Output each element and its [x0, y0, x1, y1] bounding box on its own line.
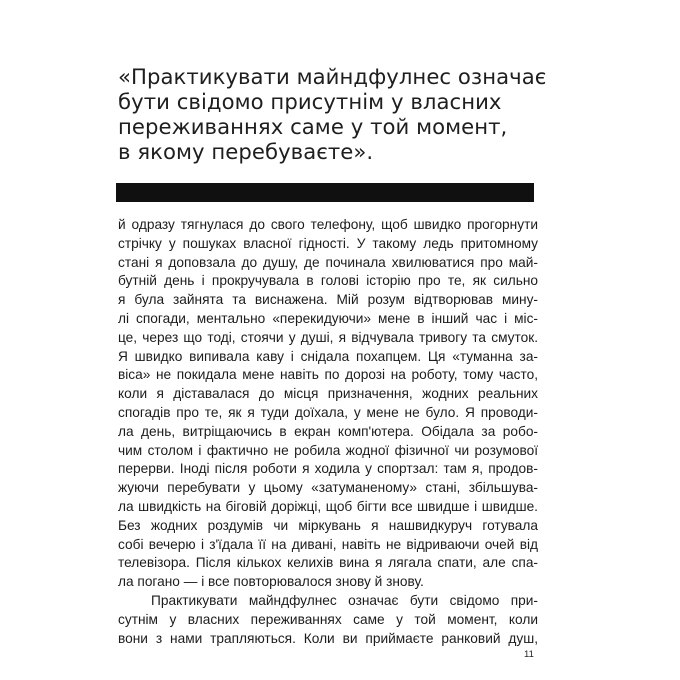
body-line: перерви. Іноді після роботи я ходила у спортзал: там я, продов-: [118, 461, 538, 477]
body-line: Практикувати майндфулнес означає бути свідомо при-: [151, 592, 538, 608]
body-line: Я швидко випивала каву і снідала похапцем. Ця «туманна за-: [118, 348, 538, 364]
body-line: я була зайнята та виснажена. Мій розум відтворював мину-: [118, 292, 538, 308]
decorative-black-bar: [116, 183, 534, 202]
pull-quote-line: переживаннях саме у той момент,: [118, 114, 508, 139]
body-line: ла швидкість на біговій доріжці, щоб бігти все швидше і швидше.: [118, 498, 538, 514]
body-line: чим столом і фактично не робила жодної фізичної чи розумової: [118, 442, 538, 458]
body-line: жуючи перебувати у цьому «затуманеному» стані, збільшува-: [118, 480, 538, 496]
body-line: спогадів про те, як я туди доїхала, у мене не було. Я проводи-: [118, 404, 538, 420]
body-line: Без жодних роздумів чи міркувань я нашвидкуруч готувала: [118, 517, 538, 533]
pull-quote-line: в якому перебуваєте».: [118, 139, 374, 164]
body-line: ла день, витріщаючись в екран комп'ютера. Обідала за робо-: [118, 423, 538, 439]
body-line: стані я доповзала до душу, де починала хвилюватися про май-: [118, 254, 538, 270]
body-line: вони з нами трапляються. Коли ви приймаєте ранковий душ,: [118, 630, 538, 646]
body-line: віса» не покидала мене навіть по дорозі на роботу, тому часто,: [118, 367, 538, 383]
body-line: коли я діставалася до місця призначення, жодних реальних: [118, 386, 538, 402]
page-number: 11: [524, 649, 534, 660]
body-text: [118, 216, 538, 648]
body-line: стрічку у пошуках власної гідності. У такому ледь притомному: [118, 235, 538, 251]
pull-quote: [118, 64, 558, 164]
body-line: собі вечерю і з'їдала її на дивані, навіть не відриваючи очей від: [118, 536, 538, 552]
body-line: лі спогади, ментально «перекидуючи» мене в інший час і міс-: [118, 310, 538, 326]
body-line: бутній день і прокручувала в голові історію про те, як сильно: [118, 273, 538, 289]
body-line: це, через що тоді, стоячи у душі, я відчувала тривогу та смуток.: [118, 329, 538, 345]
body-line: ла погано — і все повторювалося знову й знову.: [118, 574, 424, 590]
pull-quote-line: «Практикувати майндфулнес означає: [118, 64, 547, 89]
body-line: телевізора. Після кількох келихів вина я лягала спати, але спа-: [118, 555, 538, 571]
pull-quote-line: бути свідомо присутнім у власних: [118, 89, 502, 114]
body-line: сутнім у власних переживаннях саме у той момент, коли: [118, 611, 538, 627]
body-line: й одразу тягнулася до свого телефону, щоб швидко прогорнути: [118, 217, 538, 232]
